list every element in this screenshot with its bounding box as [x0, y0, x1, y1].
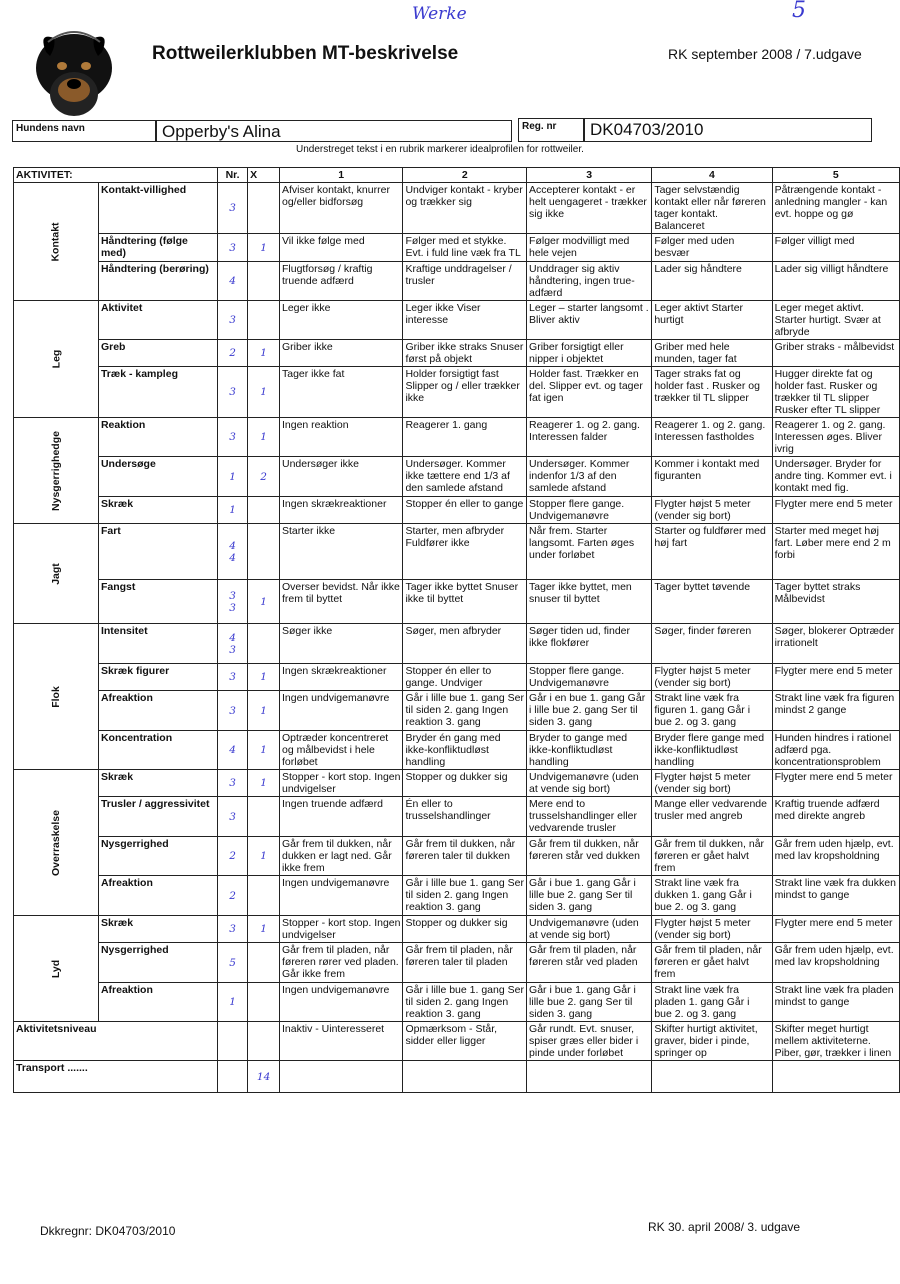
score-x[interactable]	[248, 262, 280, 301]
score-nr[interactable]	[217, 731, 247, 770]
version-label: RK september 2008 / 7.udgave	[668, 46, 862, 62]
activity-name: Nysgerrighed	[98, 943, 217, 983]
rating-cell-3: Går rundt. Evt. snuser, spiser græs eller bider i pinde under forløbet	[527, 1022, 652, 1061]
rating-cell-3: Følger modvilligt med hele vejen	[527, 234, 652, 262]
rating-cell-2: Følger med et stykke. Evt. i fuld line væk fra TL	[403, 234, 527, 262]
score-x[interactable]	[248, 524, 280, 580]
rating-cell-3: Søger tiden ud, finder ikke flokfører	[527, 624, 652, 664]
reg-value: DK04703/2010	[590, 120, 704, 139]
activity-name: Fart	[98, 524, 217, 580]
rating-cell-3: Går i en bue 1. gang Går i lille bue 2. gang Ser til siden 3. gang	[527, 691, 652, 731]
table-row	[14, 1061, 900, 1093]
rating-cell-2: Griber ikke straks Snuser først på objekt	[403, 340, 527, 367]
header-col-1: 1	[279, 168, 402, 183]
score-x[interactable]: 1	[248, 418, 280, 457]
rating-cell-1: Griber ikke	[279, 340, 402, 367]
score-nr-value: 3	[229, 314, 236, 326]
rating-cell-4: Flygter højst 5 meter (vender sig bort)	[652, 497, 772, 524]
handwritten-page-number: 5	[792, 0, 806, 23]
score-nr-value-2: 4	[229, 551, 236, 564]
rating-cell-4: Mange eller vedvarende trusler med angreb	[652, 797, 772, 837]
rating-cell-2: Tager ikke byttet Snuser ikke til byttet	[403, 580, 527, 624]
rating-cell-3: Går frem til dukken, når føreren står ved dukken	[527, 837, 652, 876]
activity-name: Aktivitet	[98, 301, 217, 340]
rating-cell-1: Søger ikke	[279, 624, 402, 664]
rating-cell-1: Flugtforsøg / kraftig truende adfærd	[279, 262, 402, 301]
score-x[interactable]: 1	[248, 234, 280, 262]
handwritten-top-note: Werke	[412, 4, 467, 24]
table-row	[14, 234, 900, 262]
score-nr[interactable]	[217, 580, 247, 624]
rating-cell-3: Stopper flere gange. Undvigemanøvre	[527, 497, 652, 524]
rating-cell-4: Flygter højst 5 meter (vender sig bort)	[652, 770, 772, 797]
activity-name: Kontakt-villighed	[98, 183, 217, 234]
rating-cell-2: Leger ikke Viser interesse	[403, 301, 527, 340]
rating-cell-1: Optræder koncentreret og målbevidst i hele forløbet	[279, 731, 402, 770]
activity-name: Skræk	[98, 770, 217, 797]
score-nr[interactable]	[217, 262, 247, 301]
score-nr[interactable]	[217, 367, 247, 418]
rating-cell-2: Holder forsigtigt fast Slipper og / eller trækker ikke	[403, 367, 527, 418]
table-row	[14, 497, 900, 524]
rating-cell-5: Hunden hindres i rationel adfærd pga. koncentrationsproblem	[772, 731, 899, 770]
rating-cell-1: Stopper - kort stop. Ingen undvigelser	[279, 770, 402, 797]
table-row	[14, 770, 900, 797]
header-activity: AKTIVITET:	[14, 168, 218, 183]
rottweiler-logo	[28, 22, 120, 122]
activity-name: Skræk figurer	[98, 664, 217, 691]
rating-cell-2: Går frem til pladen, når føreren taler til pladen	[403, 943, 527, 983]
score-nr-value: 4	[229, 631, 236, 644]
rating-cell-4: Følger med uden besvær	[652, 234, 772, 262]
rating-cell-5	[772, 1061, 899, 1093]
reg-label: Reg. nr	[522, 121, 557, 132]
score-nr[interactable]	[217, 797, 247, 837]
table-row	[14, 624, 900, 664]
activity-name: Afreaktion	[98, 876, 217, 916]
rating-cell-5: Skifter meget hurtigt mellem aktiviteterne. Piber, gør, trækker i linen	[772, 1022, 899, 1061]
header-col-5: 5	[772, 168, 899, 183]
rating-cell-2: Går frem til dukken, når føreren taler til dukken	[403, 837, 527, 876]
rating-cell-4: Leger aktivt Starter hurtigt	[652, 301, 772, 340]
score-nr-value: 2	[229, 850, 236, 862]
rating-cell-4	[652, 1061, 772, 1093]
rating-cell-2: Opmærksom - Står, sidder eller ligger	[403, 1022, 527, 1061]
rating-cell-1: Inaktiv - Uinteresseret	[279, 1022, 402, 1061]
rating-cell-3: Accepterer kontakt - er helt uengageret - trækker sig ikke	[527, 183, 652, 234]
score-nr[interactable]	[217, 1022, 247, 1061]
activity-name: Greb	[98, 340, 217, 367]
rating-cell-4: Tager straks fat og holder fast . Rusker og trækker til TL slipper	[652, 367, 772, 418]
rating-cell-4: Reagerer 1. og 2. gang. Interessen fastholdes	[652, 418, 772, 457]
rating-cell-1: Ingen truende adfærd	[279, 797, 402, 837]
rating-cell-2: Undersøger. Kommer ikke tættere end 1/3 af den samlede afstand	[403, 457, 527, 497]
table-row	[14, 943, 900, 983]
score-x[interactable]: 1	[248, 691, 280, 731]
activity-name: Transport .......	[14, 1061, 218, 1093]
rating-cell-5: Tager byttet straks Målbevidst	[772, 580, 899, 624]
rating-cell-2: Starter, men afbryder Fuldfører ikke	[403, 524, 527, 580]
group-label	[14, 301, 99, 418]
score-nr-value: 2	[229, 347, 236, 359]
rating-cell-4: Flygter højst 5 meter (vender sig bort)	[652, 916, 772, 943]
rating-cell-3: Tager ikke byttet, men snuser til byttet	[527, 580, 652, 624]
rating-cell-3: Undvigemanøvre (uden at vende sig bort)	[527, 770, 652, 797]
rating-cell-3: Stopper flere gange. Undvigemanøvre	[527, 664, 652, 691]
activity-name: Håndtering (berøring)	[98, 262, 217, 301]
rating-cell-4: Bryder flere gange med ikke-konfliktudløst handling	[652, 731, 772, 770]
group-label-text: Leg	[49, 349, 62, 369]
rating-cell-5: Går frem uden hjælp, evt. med lav kropsholdning	[772, 943, 899, 983]
rating-cell-4: Tager byttet tøvende	[652, 580, 772, 624]
score-nr-value: 2	[229, 889, 236, 902]
rating-cell-5: Går frem uden hjælp, evt. med lav kropsholdning	[772, 837, 899, 876]
score-nr-value: 3	[229, 202, 236, 214]
score-nr-value-2: 3	[229, 601, 236, 614]
score-x[interactable]: 1	[248, 580, 280, 624]
dog-name-field[interactable]	[156, 120, 512, 142]
score-nr[interactable]	[217, 916, 247, 943]
dog-name-value: Opperby's Alina	[162, 122, 281, 141]
rating-cell-1	[279, 1061, 402, 1093]
rating-cell-4: Starter og fuldfører med høj fart	[652, 524, 772, 580]
group-label-text: Flok	[49, 685, 62, 708]
score-nr-value: 1	[229, 504, 236, 516]
rating-cell-4: Går frem til pladen, når føreren er gået halvt frem	[652, 943, 772, 983]
rating-cell-5: Flygter mere end 5 meter	[772, 770, 899, 797]
rating-cell-5: Flygter mere end 5 meter	[772, 916, 899, 943]
rating-cell-2: Reagerer 1. gang	[403, 418, 527, 457]
score-nr[interactable]	[217, 524, 247, 580]
table-row	[14, 418, 900, 457]
table-row	[14, 580, 900, 624]
score-x[interactable]: 1	[248, 340, 280, 367]
score-nr-value: 5	[229, 956, 236, 969]
score-nr-value: 1	[229, 996, 236, 1008]
group-label-text: Lyd	[49, 959, 62, 978]
group-label-text: Nysgerrighedge	[49, 430, 62, 511]
table-row	[14, 691, 900, 731]
score-x[interactable]: 1	[248, 367, 280, 418]
score-x[interactable]: 1	[248, 916, 280, 943]
rating-cell-5: Reagerer 1. og 2. gang. Interessen øges. Bliver ivrig	[772, 418, 899, 457]
rating-cell-4: Griber med hele munden, tager fat	[652, 340, 772, 367]
table-row	[14, 457, 900, 497]
rating-cell-1: Ingen reaktion	[279, 418, 402, 457]
score-nr-value: 3	[229, 777, 236, 789]
score-nr[interactable]	[217, 340, 247, 367]
rating-cell-2: Stopper og dukker sig	[403, 916, 527, 943]
rating-cell-1: Går frem til dukken, når dukken er lagt ned. Går ikke frem	[279, 837, 402, 876]
rating-cell-3	[527, 1061, 652, 1093]
activity-name: Reaktion	[98, 418, 217, 457]
dog-name-label: Hundens navn	[16, 123, 85, 134]
rating-cell-4: Skifter hurtigt aktivitet, graver, bider i pinde, springer op	[652, 1022, 772, 1061]
rating-cell-3: Går frem til pladen, når føreren står ved pladen	[527, 943, 652, 983]
score-nr[interactable]	[217, 1061, 247, 1093]
rating-cell-1: Starter ikke	[279, 524, 402, 580]
score-nr-value: 3	[229, 704, 236, 717]
score-x[interactable]: 1	[248, 731, 280, 770]
activity-name: Nysgerrighed	[98, 837, 217, 876]
table-row	[14, 731, 900, 770]
rating-cell-1: Ingen undvigemanøvre	[279, 691, 402, 731]
activity-name: Fangst	[98, 580, 217, 624]
rating-cell-2: Går i lille bue 1. gang Ser til siden 2. gang Ingen reaktion 3. gang	[403, 983, 527, 1022]
rating-cell-1: Går frem til pladen, når føreren rører ved pladen. Går ikke frem	[279, 943, 402, 983]
rating-cell-2: Stopper én eller to gange. Undviger	[403, 664, 527, 691]
rating-cell-4: Strakt line væk fra dukken 1. gang Går i bue 2. og 3. gang	[652, 876, 772, 916]
table-row	[14, 916, 900, 943]
activity-name: Intensitet	[98, 624, 217, 664]
reg-label-box	[518, 118, 584, 142]
score-x[interactable]	[248, 497, 280, 524]
rating-cell-2	[403, 1061, 527, 1093]
score-nr-value: 4	[229, 275, 236, 287]
group-label	[14, 624, 99, 770]
score-x[interactable]	[248, 797, 280, 837]
activity-name: Håndtering (følge med)	[98, 234, 217, 262]
rating-cell-3: Reagerer 1. og 2. gang. Interessen falder	[527, 418, 652, 457]
reg-field[interactable]	[584, 118, 872, 142]
rating-cell-1: Leger ikke	[279, 301, 402, 340]
rating-cell-5: Starter med meget høj fart. Løber mere end 2 m forbi	[772, 524, 899, 580]
rating-cell-5: Flygter mere end 5 meter	[772, 664, 899, 691]
rating-cell-5: Følger villigt med	[772, 234, 899, 262]
score-nr-value: 3	[229, 431, 236, 443]
score-nr-value: 4	[229, 539, 236, 552]
rating-cell-2: Én eller to trusselshandlinger	[403, 797, 527, 837]
table-row	[14, 367, 900, 418]
activity-name: Koncentration	[98, 731, 217, 770]
rating-cell-5: Strakt line væk fra figuren mindst 2 gange	[772, 691, 899, 731]
group-label-text: Overraskelse	[49, 809, 62, 876]
rating-cell-2: Kraftige unddragelser / trusler	[403, 262, 527, 301]
score-nr[interactable]	[217, 301, 247, 340]
rating-cell-2: Stopper én eller to gange	[403, 497, 527, 524]
score-nr[interactable]	[217, 664, 247, 691]
rating-cell-3: Undvigemanøvre (uden at vende sig bort)	[527, 916, 652, 943]
rating-cell-4: Søger, finder føreren	[652, 624, 772, 664]
score-nr[interactable]	[217, 457, 247, 497]
score-x[interactable]	[248, 943, 280, 983]
header-col-4: 4	[652, 168, 772, 183]
activity-name: Aktivitetsniveau	[14, 1022, 218, 1061]
score-nr-value: 1	[229, 470, 236, 483]
rating-cell-4: Går frem til dukken, når føreren er gået halvt frem	[652, 837, 772, 876]
score-nr[interactable]	[217, 983, 247, 1022]
rating-cell-1: Ingen skrækreaktioner	[279, 497, 402, 524]
header-x: X	[248, 168, 280, 183]
header-col-3: 3	[527, 168, 652, 183]
group-label	[14, 524, 99, 624]
footer-reg-number: Dkkregnr: DK04703/2010	[40, 1224, 176, 1238]
header-col-2: 2	[403, 168, 527, 183]
score-nr[interactable]	[217, 943, 247, 983]
group-label-text: Jagt	[49, 562, 62, 585]
table-row	[14, 837, 900, 876]
score-x[interactable]	[248, 876, 280, 916]
score-nr-value: 4	[229, 744, 236, 756]
rating-cell-4: Strakt line væk fra pladen 1. gang Går i bue 2. og 3. gang	[652, 983, 772, 1022]
ideal-profile-note: Understreget tekst i en rubrik markerer idealprofilen for rottweiler.	[296, 144, 584, 155]
rating-cell-5: Påtrængende kontakt - anledning mangler - kan evt. hoppe og gø	[772, 183, 899, 234]
rating-cell-1: Ingen undvigemanøvre	[279, 876, 402, 916]
table-row	[14, 983, 900, 1022]
rating-cell-1: Stopper - kort stop. Ingen undvigelser	[279, 916, 402, 943]
activity-name: Afreaktion	[98, 691, 217, 731]
score-nr[interactable]	[217, 418, 247, 457]
rating-cell-4: Lader sig håndtere	[652, 262, 772, 301]
rating-cell-3: Unddrager sig aktiv håndtering, ingen true-adfærd	[527, 262, 652, 301]
rating-cell-4: Tager selvstændig kontakt eller når føreren tager kontakt. Balanceret	[652, 183, 772, 234]
group-label	[14, 418, 99, 524]
activity-name: Trusler / aggressivitet	[98, 797, 217, 837]
rating-cell-5: Strakt line væk fra pladen mindst to gange	[772, 983, 899, 1022]
group-label-text: Kontakt	[49, 221, 62, 262]
table-row	[14, 301, 900, 340]
activity-name: Afreaktion	[98, 983, 217, 1022]
rating-cell-3: Når frem. Starter langsomt. Farten øges under forløbet	[527, 524, 652, 580]
score-nr-value: 3	[229, 923, 236, 935]
table-row	[14, 876, 900, 916]
score-x[interactable]: 2	[248, 457, 280, 497]
rating-cell-5: Griber straks - målbevidst	[772, 340, 899, 367]
rating-cell-1: Ingen skrækreaktioner	[279, 664, 402, 691]
rating-cell-4: Kommer i kontakt med figuranten	[652, 457, 772, 497]
rating-cell-3: Mere end to trusselshandlinger eller vedvarende trusler	[527, 797, 652, 837]
score-x[interactable]	[248, 624, 280, 664]
rating-cell-2: Går i lille bue 1. gang Ser til siden 2. gang Ingen reaktion 3. gang	[403, 876, 527, 916]
rating-cell-2: Undviger kontakt - kryber og trækker sig	[403, 183, 527, 234]
activity-name: Træk - kampleg	[98, 367, 217, 418]
rating-cell-4: Strakt line væk fra figuren 1. gang Går i bue 2. og 3. gang	[652, 691, 772, 731]
rating-cell-2: Går i lille bue 1. gang Ser til siden 2. gang Ingen reaktion 3. gang	[403, 691, 527, 731]
score-nr-value: 3	[229, 589, 236, 602]
rating-cell-3: Griber forsigtigt eller nipper i objektet	[527, 340, 652, 367]
table-row	[14, 340, 900, 367]
rating-cell-3: Holder fast. Trækker en del. Slipper evt. og tager fat igen	[527, 367, 652, 418]
page-title: Rottweilerklubben MT-beskrivelse	[152, 43, 459, 64]
score-x[interactable]	[248, 1022, 280, 1061]
score-x[interactable]	[248, 183, 280, 234]
rating-cell-3: Undersøger. Kommer indenfor 1/3 af den samlede afstand	[527, 457, 652, 497]
rating-cell-1: Afviser kontakt, knurrer og/eller bidforsøg	[279, 183, 402, 234]
rating-cell-2: Søger, men afbryder	[403, 624, 527, 664]
table-row	[14, 524, 900, 580]
score-x[interactable]	[248, 983, 280, 1022]
score-nr[interactable]	[217, 837, 247, 876]
rating-cell-1: Vil ikke følge med	[279, 234, 402, 262]
group-label	[14, 916, 99, 1022]
table-row	[14, 262, 900, 301]
dog-name-label-box	[12, 120, 156, 142]
score-x[interactable]: 1	[248, 837, 280, 876]
table-header-row	[14, 168, 900, 183]
rating-cell-5: Undersøger. Bryder for andre ting. Kommer evt. i kontakt med fig.	[772, 457, 899, 497]
table-row	[14, 797, 900, 837]
score-nr-value: 3	[229, 386, 236, 398]
activity-name: Undersøge	[98, 457, 217, 497]
rating-cell-5: Strakt line væk fra dukken mindst to gange	[772, 876, 899, 916]
score-nr[interactable]	[217, 497, 247, 524]
score-nr[interactable]	[217, 691, 247, 731]
score-x[interactable]: 1	[248, 664, 280, 691]
rating-cell-2: Stopper og dukker sig	[403, 770, 527, 797]
score-nr[interactable]	[217, 183, 247, 234]
rating-cell-3: Går i bue 1. gang Går i lille bue 2. gang Ser til siden 3. gang	[527, 983, 652, 1022]
rating-cell-3: Går i bue 1. gang Går i lille bue 2. gang Ser til siden 3. gang	[527, 876, 652, 916]
rating-cell-4: Flygter højst 5 meter (vender sig bort)	[652, 664, 772, 691]
score-nr[interactable]	[217, 770, 247, 797]
rating-cell-1: Overser bevidst. Når ikke frem til byttet	[279, 580, 402, 624]
header-nr: Nr.	[217, 168, 247, 183]
score-nr-value: 3	[229, 810, 236, 823]
rating-cell-5: Lader sig villigt håndtere	[772, 262, 899, 301]
score-nr-value-2: 3	[229, 643, 236, 656]
table-row	[14, 664, 900, 691]
table-row	[14, 1022, 900, 1061]
rating-cell-5: Søger, blokerer Optræder irrationelt	[772, 624, 899, 664]
rating-cell-1: Tager ikke fat	[279, 367, 402, 418]
rating-cell-5: Hugger direkte fat og holder fast. Rusker og trækker til TL slipper Rusker efter TL slipper	[772, 367, 899, 418]
table-row	[14, 183, 900, 234]
rating-cell-5: Kraftig truende adfærd med direkte angreb	[772, 797, 899, 837]
score-nr[interactable]	[217, 624, 247, 664]
rating-cell-3: Leger – starter langsomt . Bliver aktiv	[527, 301, 652, 340]
rating-cell-1: Ingen undvigemanøvre	[279, 983, 402, 1022]
group-label	[14, 183, 99, 301]
rating-cell-3: Bryder to gange med ikke-konfliktudløst handling	[527, 731, 652, 770]
assessment-table	[13, 167, 900, 1093]
score-x[interactable]: 1	[248, 770, 280, 797]
score-x[interactable]	[248, 301, 280, 340]
activity-name: Skræk	[98, 916, 217, 943]
activity-name: Skræk	[98, 497, 217, 524]
rating-cell-5: Flygter mere end 5 meter	[772, 497, 899, 524]
score-x[interactable]: 14	[248, 1061, 280, 1093]
group-label	[14, 770, 99, 916]
score-nr-value: 3	[229, 241, 236, 254]
score-nr[interactable]	[217, 876, 247, 916]
footer-edition: RK 30. april 2008/ 3. udgave	[648, 1220, 801, 1234]
rating-cell-2: Bryder én gang med ikke-konfliktudløst handling	[403, 731, 527, 770]
score-nr-value: 3	[229, 671, 236, 683]
rating-cell-1: Undersøger ikke	[279, 457, 402, 497]
score-nr[interactable]	[217, 234, 247, 262]
rating-cell-5: Leger meget aktivt. Starter hurtigt. Svær at afbryde	[772, 301, 899, 340]
